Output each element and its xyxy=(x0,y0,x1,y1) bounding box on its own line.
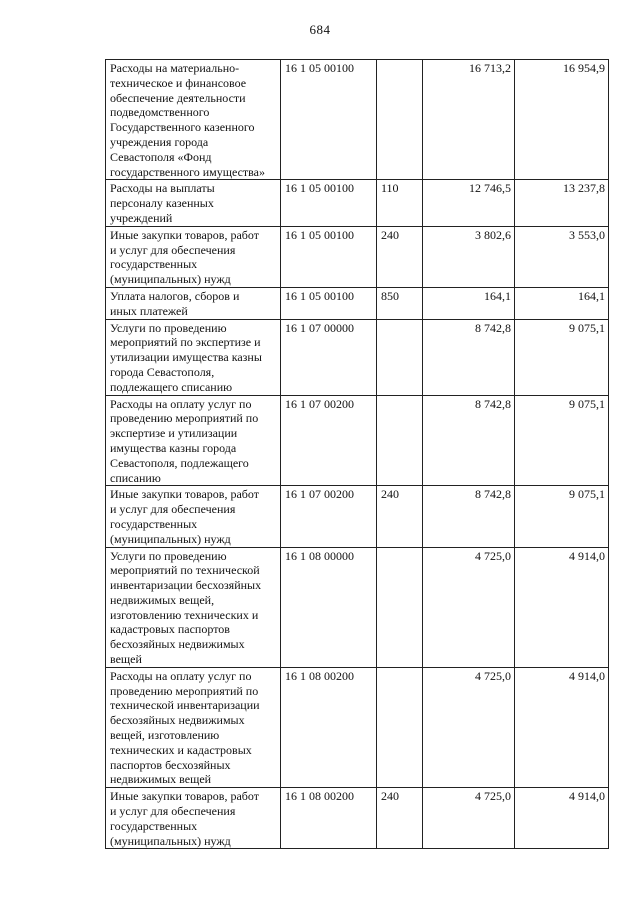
expense-type-cell xyxy=(377,287,423,319)
expense-name-cell xyxy=(106,486,281,547)
expense-type-cell xyxy=(377,395,423,486)
amount-first-year-cell xyxy=(423,667,515,787)
amount-second-year-cell xyxy=(515,395,609,486)
amount-first-year-text: 3 802,6 xyxy=(475,227,511,242)
expense-name-text: Расходы на материально- техническое и финансовое обеспечение деятельности подведомственного Государственного казенного учреждения города Севастополя «Фонд государственного имущества» xyxy=(110,61,266,179)
table-row xyxy=(106,180,609,226)
amount-first-year-text: 8 742,8 xyxy=(475,487,511,502)
target-article-code-cell xyxy=(281,788,377,849)
expense-name-cell xyxy=(106,287,281,319)
expense-type-cell xyxy=(377,226,423,287)
amount-second-year-text: 4 914,0 xyxy=(569,548,605,563)
expense-type-text: 240 xyxy=(381,789,399,804)
amount-second-year-cell xyxy=(515,319,609,395)
target-article-code-text: 16 1 07 00000 xyxy=(285,320,354,335)
target-article-code-text: 16 1 05 00100 xyxy=(285,288,354,303)
table-row xyxy=(106,547,609,667)
target-article-code-text: 16 1 07 00200 xyxy=(285,487,354,502)
target-article-code-text: 16 1 08 00200 xyxy=(285,668,354,683)
amount-first-year-cell xyxy=(423,547,515,667)
target-article-code-text: 16 1 05 00100 xyxy=(285,181,354,196)
amount-second-year-cell xyxy=(515,788,609,849)
target-article-code-text: 16 1 07 00200 xyxy=(285,396,354,411)
amount-first-year-cell xyxy=(423,319,515,395)
table-row xyxy=(106,287,609,319)
amount-second-year-cell xyxy=(515,287,609,319)
amount-second-year-cell xyxy=(515,667,609,787)
expense-name-cell xyxy=(106,395,281,486)
target-article-code-text: 16 1 05 00100 xyxy=(285,61,354,75)
amount-second-year-cell xyxy=(515,486,609,547)
table-row xyxy=(106,667,609,787)
expense-type-cell xyxy=(377,319,423,395)
expense-name-text: Иные закупки товаров, работ и услуг для обеспечения государственных (муниципальных) нужд xyxy=(110,789,259,848)
expense-name-cell xyxy=(106,788,281,849)
amount-first-year-cell xyxy=(423,60,515,180)
expense-name-text: Уплата налогов, сборов и иных платежей xyxy=(110,288,240,318)
amount-second-year-cell xyxy=(515,60,609,180)
amount-second-year-text: 4 914,0 xyxy=(569,668,605,683)
target-article-code-text: 16 1 08 00000 xyxy=(285,548,354,563)
target-article-code-cell xyxy=(281,319,377,395)
target-article-code-cell xyxy=(281,180,377,226)
amount-first-year-cell xyxy=(423,788,515,849)
amount-second-year-cell xyxy=(515,547,609,667)
expense-name-text: Иные закупки товаров, работ и услуг для обеспечения государственных (муниципальных) нужд xyxy=(110,487,259,546)
amount-second-year-text: 13 237,8 xyxy=(563,181,605,196)
expense-type-cell xyxy=(377,547,423,667)
target-article-code-cell xyxy=(281,395,377,486)
amount-second-year-text: 16 954,9 xyxy=(563,61,605,75)
amount-first-year-text: 8 742,8 xyxy=(475,396,511,411)
table-row xyxy=(106,395,609,486)
expense-type-cell xyxy=(377,667,423,787)
target-article-code-cell xyxy=(281,486,377,547)
table-row xyxy=(106,486,609,547)
amount-first-year-cell xyxy=(423,395,515,486)
amount-first-year-text: 12 746,5 xyxy=(469,181,511,196)
expense-name-cell xyxy=(106,319,281,395)
amount-first-year-text: 4 725,0 xyxy=(475,548,511,563)
table-row xyxy=(106,226,609,287)
amount-second-year-text: 3 553,0 xyxy=(569,227,605,242)
expense-type-cell xyxy=(377,788,423,849)
budget-table-body xyxy=(106,60,609,849)
expense-name-cell xyxy=(106,547,281,667)
target-article-code-cell xyxy=(281,226,377,287)
expense-name-cell xyxy=(106,60,281,180)
amount-second-year-text: 4 914,0 xyxy=(569,789,605,804)
target-article-code-cell xyxy=(281,60,377,180)
amount-second-year-text: 164,1 xyxy=(578,288,605,303)
amount-second-year-text: 9 075,1 xyxy=(569,396,605,411)
amount-first-year-text: 4 725,0 xyxy=(475,789,511,804)
expense-name-text: Расходы на выплаты персоналу казенных учреждений xyxy=(110,181,215,225)
page-number: 684 xyxy=(309,22,331,37)
expense-name-text: Услуги по проведению мероприятий по экспертизе и утилизации имущества казны города Севастополя, подлежащего списанию xyxy=(110,320,262,394)
amount-second-year-text: 9 075,1 xyxy=(569,320,605,335)
expense-name-text: Расходы на оплату услуг по проведению мероприятий по технической инвентаризации бесхозяйных недвижимых вещей, изготовлению технических и кадастровых паспортов бесхозяйных недвижимых вещей xyxy=(110,668,260,787)
amount-first-year-cell xyxy=(423,180,515,226)
expense-name-cell xyxy=(106,667,281,787)
amount-second-year-text: 9 075,1 xyxy=(569,487,605,502)
amount-first-year-text: 164,1 xyxy=(484,288,511,303)
amount-first-year-text: 8 742,8 xyxy=(475,320,511,335)
expense-type-text: 240 xyxy=(381,227,399,242)
expense-type-cell xyxy=(377,60,423,180)
budget-table xyxy=(105,59,609,849)
expense-name-text: Расходы на оплату услуг по проведению мероприятий по экспертизе и утилизации имущества казны города Севастополя, подлежащего списанию xyxy=(110,396,259,485)
amount-first-year-cell xyxy=(423,486,515,547)
expense-name-cell xyxy=(106,226,281,287)
expense-type-text: 110 xyxy=(381,181,399,196)
expense-type-cell xyxy=(377,486,423,547)
amount-first-year-text: 4 725,0 xyxy=(475,668,511,683)
amount-second-year-cell xyxy=(515,226,609,287)
amount-first-year-text: 16 713,2 xyxy=(469,61,511,75)
expense-type-text: 240 xyxy=(381,487,399,502)
expense-name-text: Услуги по проведению мероприятий по технической инвентаризации бесхозяйных недвижимых вещей, изготовлению технических и кадастровых паспортов бесхозяйных недвижимых вещей xyxy=(110,548,262,667)
table-row xyxy=(106,319,609,395)
target-article-code-cell xyxy=(281,667,377,787)
table-row xyxy=(106,788,609,849)
expense-type-text: 850 xyxy=(381,288,399,303)
amount-first-year-cell xyxy=(423,226,515,287)
target-article-code-text: 16 1 05 00100 xyxy=(285,227,354,242)
expense-type-cell xyxy=(377,180,423,226)
amount-first-year-cell xyxy=(423,287,515,319)
expense-name-text: Иные закупки товаров, работ и услуг для обеспечения государственных (муниципальных) нужд xyxy=(110,227,259,287)
target-article-code-text: 16 1 08 00200 xyxy=(285,789,354,804)
target-article-code-cell xyxy=(281,547,377,667)
amount-second-year-cell xyxy=(515,180,609,226)
target-article-code-cell xyxy=(281,287,377,319)
table-row xyxy=(106,60,609,180)
expense-name-cell xyxy=(106,180,281,226)
